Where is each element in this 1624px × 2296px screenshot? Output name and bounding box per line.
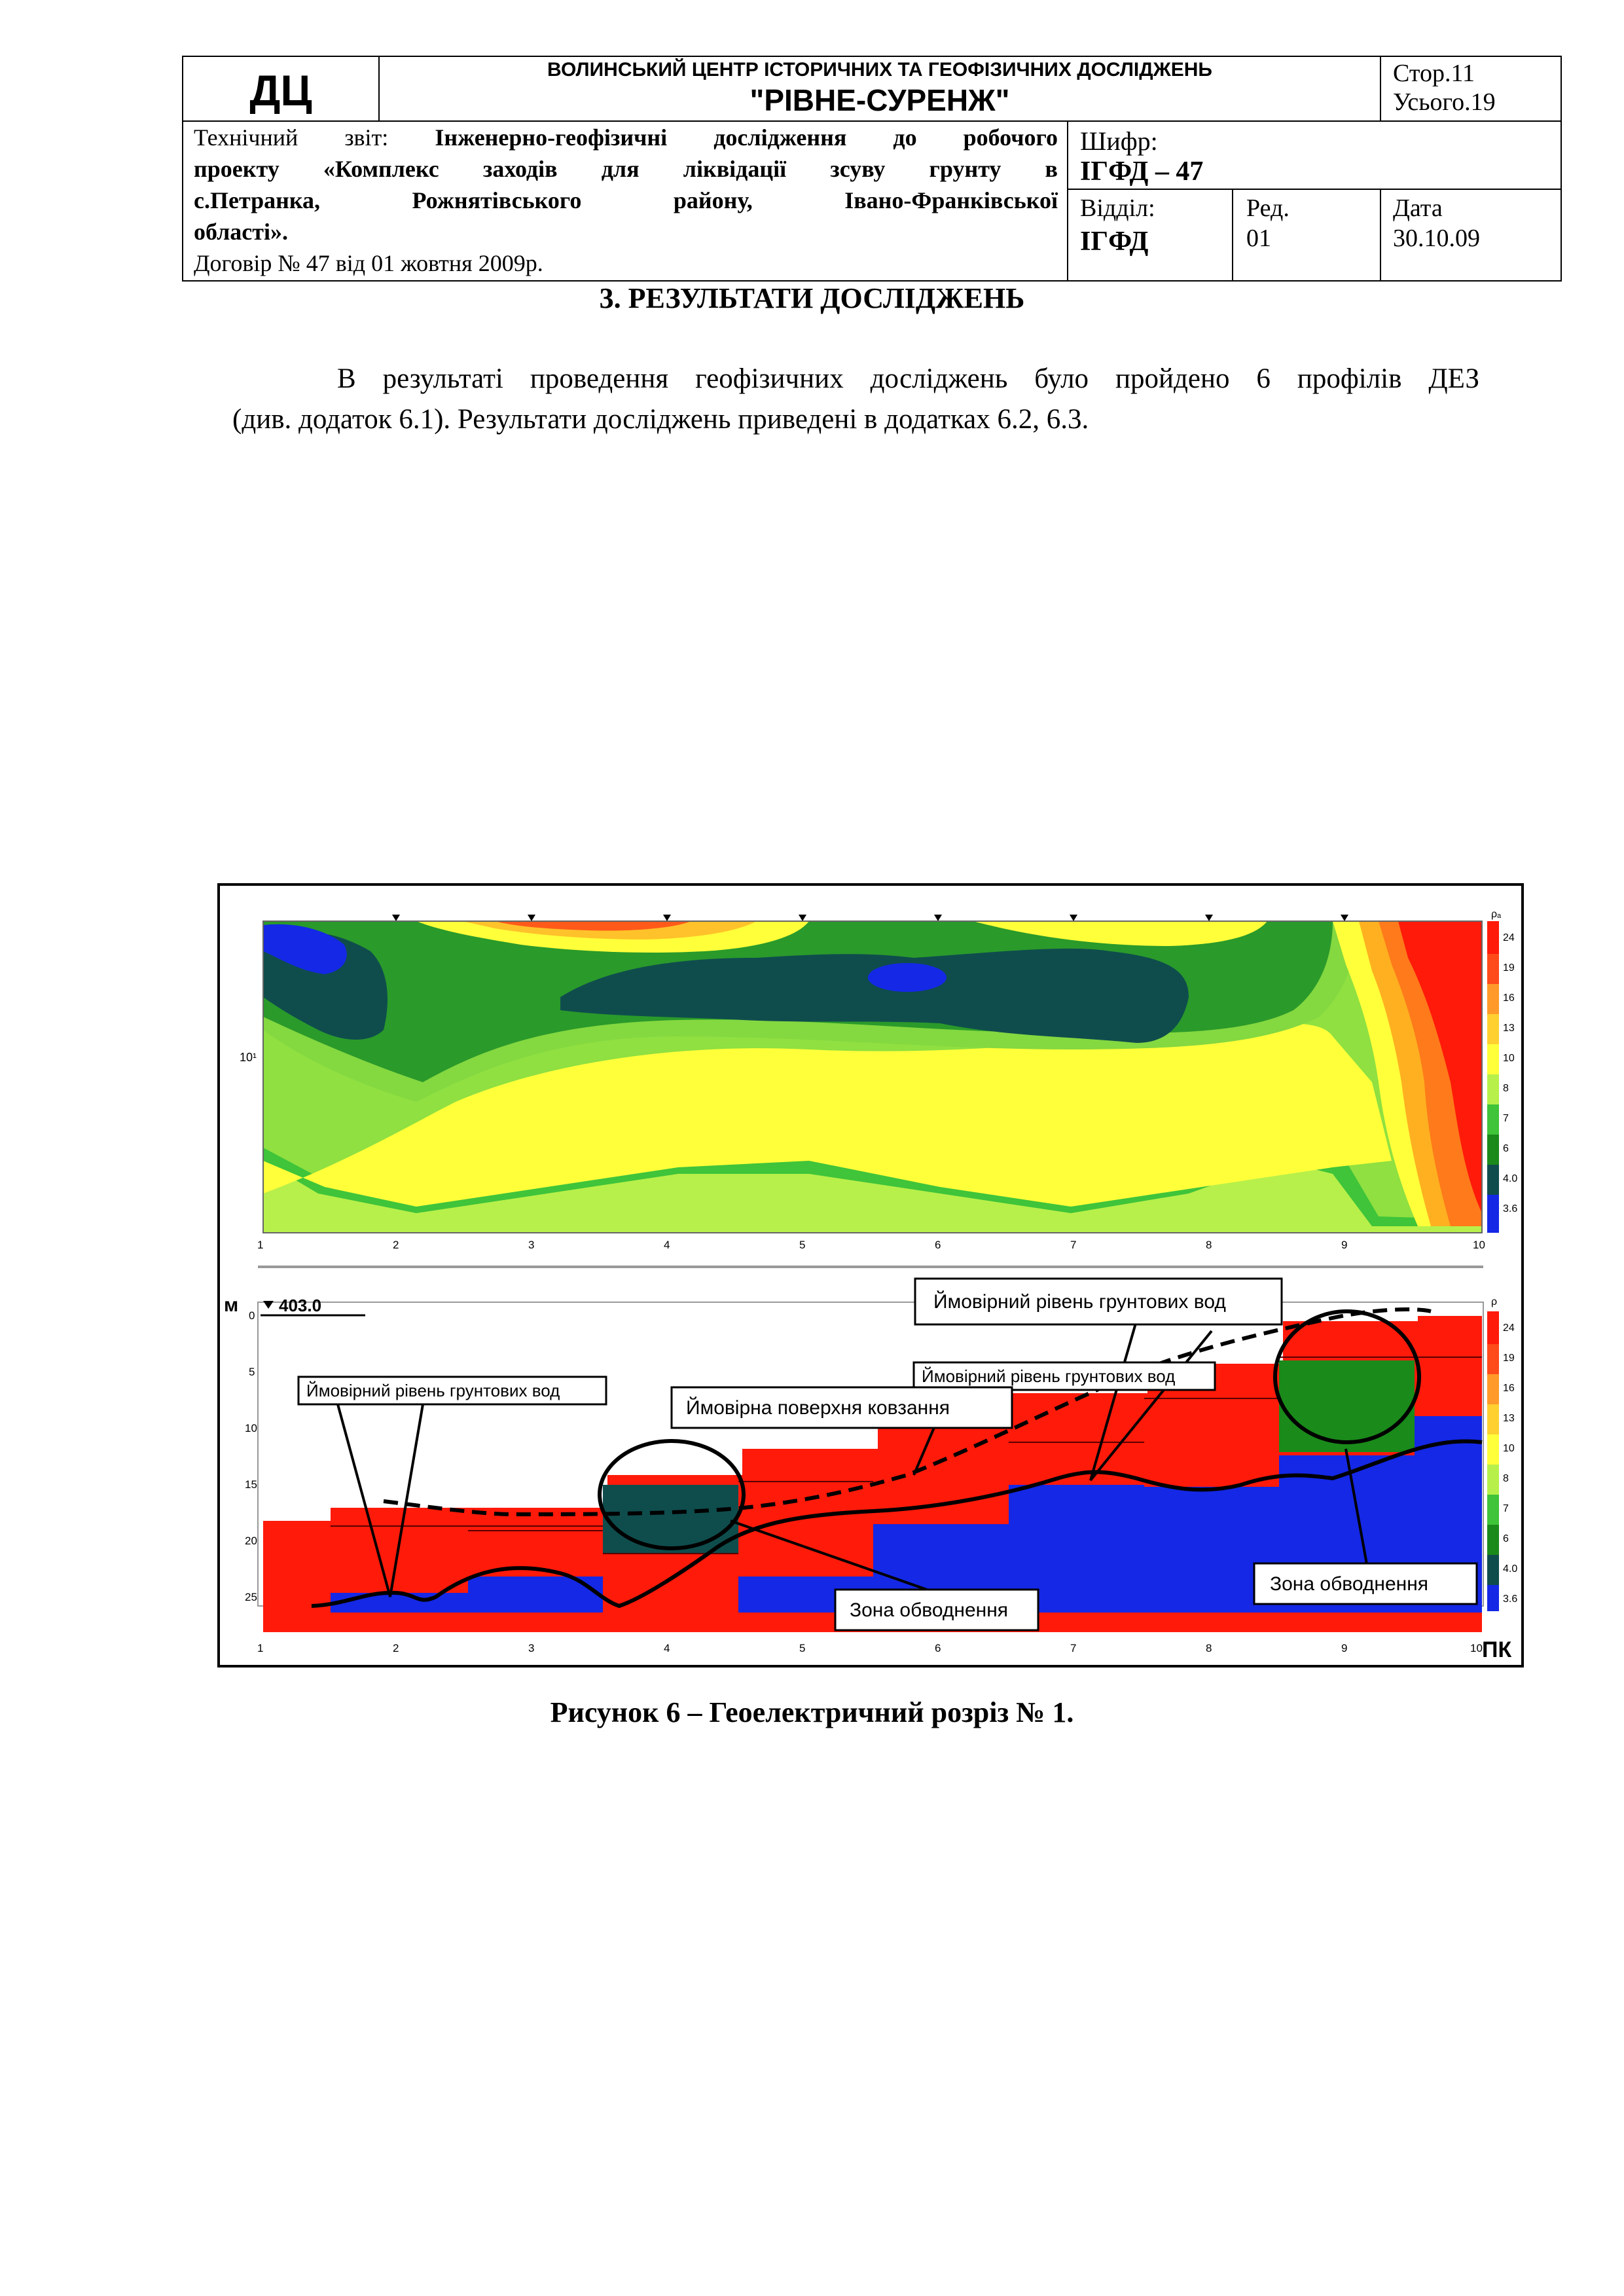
bottom-legend-tick: 10 xyxy=(1503,1443,1515,1454)
callout-groundwater-left: Ймовірний рівень грунтових вод xyxy=(306,1381,560,1400)
top-x-axis xyxy=(257,1239,1485,1251)
bottom-legend-tick: 8 xyxy=(1503,1473,1509,1484)
report-line4: області». xyxy=(194,219,288,245)
figure-caption: Рисунок 6 – Геоелектричний розріз № 1. xyxy=(550,1696,1074,1728)
bottom-y-tick: 10 xyxy=(245,1422,257,1434)
elevation-value: 403.0 xyxy=(279,1296,322,1315)
top-legend-tick: 7 xyxy=(1503,1113,1509,1124)
date-value: 30.10.09 xyxy=(1393,225,1480,252)
section-title: 3. РЕЗУЛЬТАТИ ДОСЛІДЖЕНЬ xyxy=(599,282,1025,314)
top-legend-tick: 16 xyxy=(1503,993,1515,1004)
top-x-tick: 6 xyxy=(935,1239,941,1251)
callout-slip-text: Ймовірна поверхня ковзання xyxy=(686,1397,950,1419)
bottom-legend-tick: 13 xyxy=(1503,1413,1515,1424)
top-legend-tick: 24 xyxy=(1503,932,1515,943)
header-page-total: Усього.19 xyxy=(1393,88,1496,116)
report-line3: с.Петранка, Рожнятівського району, Івано-Франківської xyxy=(194,187,1058,213)
cipher-value: ІГФД – 47 xyxy=(1080,156,1204,187)
report-title xyxy=(194,122,1058,279)
paragraph-line2: (див. додаток 6.1). Результати досліджень приведені в додатках 6.2, 6.3. xyxy=(232,404,1089,435)
top-x-tick: 7 xyxy=(1070,1239,1077,1251)
station-markers xyxy=(392,915,1348,921)
callout-groundwater-right: Ймовірний рівень грунтових вод xyxy=(922,1366,1176,1386)
picket-axis-label: ПК xyxy=(1482,1637,1512,1662)
bottom-y-axis xyxy=(245,1309,257,1603)
top-legend-tick: 8 xyxy=(1503,1083,1509,1094)
header-code: ДЦ xyxy=(249,66,312,115)
bottom-x-axis xyxy=(257,1642,1483,1654)
bottom-y-tick: 20 xyxy=(245,1535,257,1547)
bottom-y-tick: 0 xyxy=(249,1309,255,1322)
water-saturated-block-right xyxy=(1279,1360,1415,1452)
water-saturated-block-left xyxy=(603,1485,738,1554)
bottom-legend-tick: 7 xyxy=(1503,1503,1509,1514)
bottom-x-tick: 9 xyxy=(1341,1642,1348,1654)
report-line1: Інженерно-геофізичні дослідження до робочого xyxy=(435,124,1058,151)
layered-model-panel xyxy=(224,1279,1517,1662)
bottom-x-tick: 10 xyxy=(1470,1642,1483,1654)
revision-value: 01 xyxy=(1246,225,1271,252)
bottom-x-tick: 7 xyxy=(1070,1642,1077,1654)
top-x-tick: 9 xyxy=(1341,1239,1348,1251)
top-x-tick: 8 xyxy=(1206,1239,1212,1251)
bottom-legend-title: ρ xyxy=(1491,1296,1498,1307)
geoelectric-section-figure xyxy=(217,883,1524,1667)
bottom-x-tick: 5 xyxy=(799,1642,806,1654)
dept-value: ІГФД xyxy=(1080,227,1149,257)
paragraph-line1: В результаті проведення геофізичних досліджень було пройдено 6 профілів ДЕЗ xyxy=(337,363,1479,394)
callout-water-right-text: Зона обводнення xyxy=(1270,1573,1429,1595)
bottom-x-tick: 1 xyxy=(257,1642,264,1654)
bottom-x-tick: 6 xyxy=(935,1642,941,1654)
callout-gw-right-text: Ймовірний рівень грунтових вод xyxy=(933,1291,1226,1313)
header-brand: "РІВНЕ-СУРЕНЖ" xyxy=(749,83,1010,117)
pseudo-section-panel xyxy=(240,909,1517,1251)
top-legend-tick: 3.6 xyxy=(1503,1203,1518,1214)
bottom-legend-tick: 4.0 xyxy=(1503,1563,1518,1575)
top-legend-title: ρₐ xyxy=(1491,909,1502,920)
callout-water-left-text: Зона обводнення xyxy=(850,1599,1009,1621)
top-legend-tick: 6 xyxy=(1503,1143,1509,1154)
top-legend-tick: 4.0 xyxy=(1503,1173,1518,1184)
header-organization: ВОЛИНСЬКИЙ ЦЕНТР ІСТОРИЧНИХ ТА ГЕОФІЗИЧНИХ ДОСЛІДЖЕНЬ xyxy=(547,59,1212,81)
bottom-y-tick: 5 xyxy=(249,1366,255,1378)
date-label: Дата xyxy=(1393,194,1443,222)
figure-canvas xyxy=(220,886,1521,1665)
top-x-tick: 1 xyxy=(257,1239,264,1251)
bottom-legend xyxy=(1487,1296,1517,1611)
top-legend-tick: 13 xyxy=(1503,1023,1515,1034)
top-x-tick: 10 xyxy=(1473,1239,1485,1251)
report-prefix: Технічний звіт: xyxy=(194,124,389,151)
top-legend-tick: 10 xyxy=(1503,1053,1515,1064)
top-x-tick: 5 xyxy=(799,1239,806,1251)
bottom-y-tick: 15 xyxy=(245,1478,257,1491)
bottom-x-tick: 4 xyxy=(664,1642,670,1654)
cipher-label: Шифр: xyxy=(1080,126,1158,156)
top-x-tick: 4 xyxy=(664,1239,670,1251)
bottom-x-tick: 2 xyxy=(393,1642,399,1654)
top-x-tick: 2 xyxy=(393,1239,399,1251)
top-x-tick: 3 xyxy=(528,1239,535,1251)
report-line2: проекту «Комплекс заходів для ліквідації зсуву грунту в xyxy=(194,156,1058,182)
bottom-y-tick: 25 xyxy=(245,1591,257,1603)
bottom-y-unit: м xyxy=(224,1294,239,1316)
bottom-x-tick: 3 xyxy=(528,1642,535,1654)
section-paragraph xyxy=(232,359,1479,440)
top-y-label: 10¹ xyxy=(240,1051,257,1064)
dept-label: Відділ: xyxy=(1080,194,1155,222)
bottom-legend-tick: 3.6 xyxy=(1503,1594,1518,1605)
top-legend xyxy=(1487,909,1517,1233)
bottom-legend-tick: 24 xyxy=(1503,1322,1515,1334)
bottom-x-tick: 8 xyxy=(1206,1642,1212,1654)
bottom-legend-tick: 16 xyxy=(1503,1383,1515,1394)
revision-label: Ред. xyxy=(1246,194,1290,222)
contract-number: Договір № 47 від 01 жовтня 2009р. xyxy=(194,250,543,276)
top-legend-tick: 19 xyxy=(1503,962,1515,974)
bottom-legend-tick: 19 xyxy=(1503,1353,1515,1364)
header-page-number: Стор.11 xyxy=(1393,60,1475,87)
bottom-legend-tick: 6 xyxy=(1503,1533,1509,1544)
